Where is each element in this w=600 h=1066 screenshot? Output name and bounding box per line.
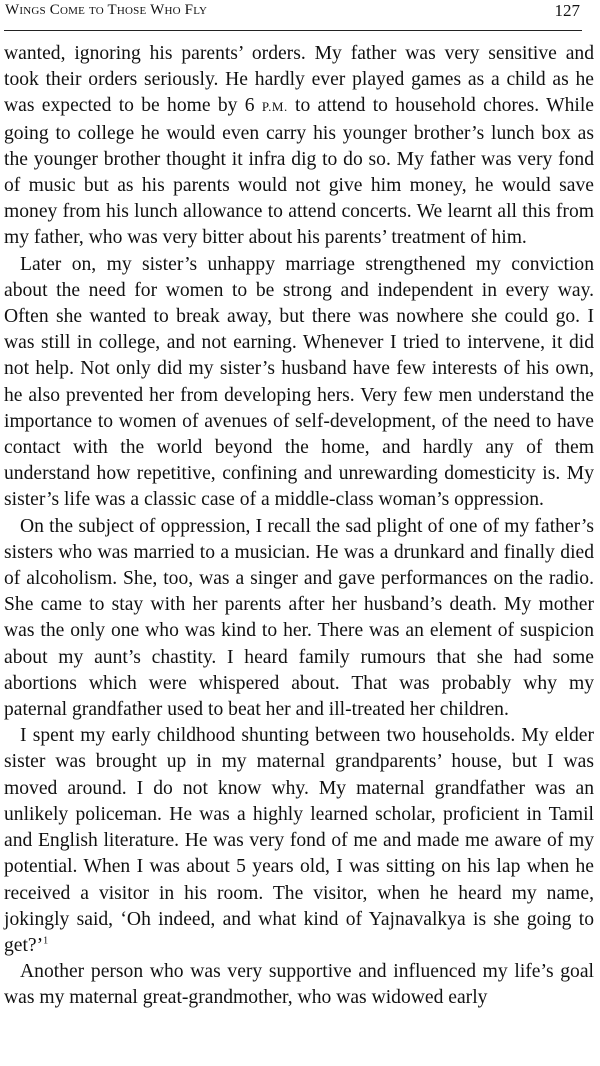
footnote-marker: 1 (43, 935, 49, 947)
paragraph-5: Another person who was very supportive and influenced my life’s goal was my maternal great-grandmother, who was widowed early (4, 961, 594, 1009)
page-number: 127 (554, 1, 580, 20)
running-title: Wings Come to Those Who Fly (5, 2, 208, 18)
paragraph-1-text-b: to attend to household chores. While going to college he would even carry his younger brother’s lunch box as the younger brother thought it infra dig to do so. My father was very fond of music but as his parents would not give him money, he would save money from his lunch allowance to attend concerts. We learnt all this from my father, who was very bitter about his parents’ treatment of him. (4, 95, 594, 249)
paragraph-3: On the subject of oppression, I recall the sad plight of one of my father’s sisters who was married to a musician. He was a drunkard and finally died of alcoholism. She, too, was a singer and gave performances on the radio. She came to stay with her parents after her husband’s death. My mother was the only one who was kind to her. There was an element of suspicion about my aunt’s chastity. I heard family rumours that she had some abortions which were whispered about. That was probably why my paternal grandfather used to beat her and ill-treated her children. (4, 515, 594, 721)
body-text (4, 41, 594, 1012)
time-marker: P.M. (261, 99, 288, 115)
paragraph-1 (4, 41, 594, 252)
running-header (4, 0, 582, 31)
paragraph-4 (4, 723, 594, 959)
paragraph-4-text: I spent my early childhood shunting between two households. My elder sister was brought up in my maternal grandparents’ house, but I was moved around. I do not know why. My maternal grandfather was an unlikely policeman. He was a highly learned scholar, proficient in Tamil and English literature. He was very fond of me and made me aware of my potential. When I was about 5 years old, I was sitting on his lap when he received a visitor in his room. The visitor, when he heard my name, jokingly said, ‘Oh indeed, and what kind of Yajnavalkya is she going to get?’ (4, 725, 594, 956)
paragraph-1-text-a: wanted, ignoring his parents’ orders. My father was very sensitive and took their orders seriously. He hardly ever played games as a child as he was expected to be home by 6 (4, 43, 594, 117)
paragraph-2: Later on, my sister’s unhappy marriage strengthened my conviction about the need for women to be strong and independent in every way. Often she wanted to break away, but there was nowhere she could go. I was still in college, and not earning. Whenever I tried to intervene, it did not help. Not only did my sister’s husband have few interests of his own, he also prevented her from developing hers. Very few men understand the importance to women of avenues of self-development, of the need to have contact with the world beyond the home, and hardly any of them understand how repetitive, confining and unrewarding domesticity is. My sister’s life was a classic case of a middle-class woman’s oppression. (4, 253, 594, 511)
